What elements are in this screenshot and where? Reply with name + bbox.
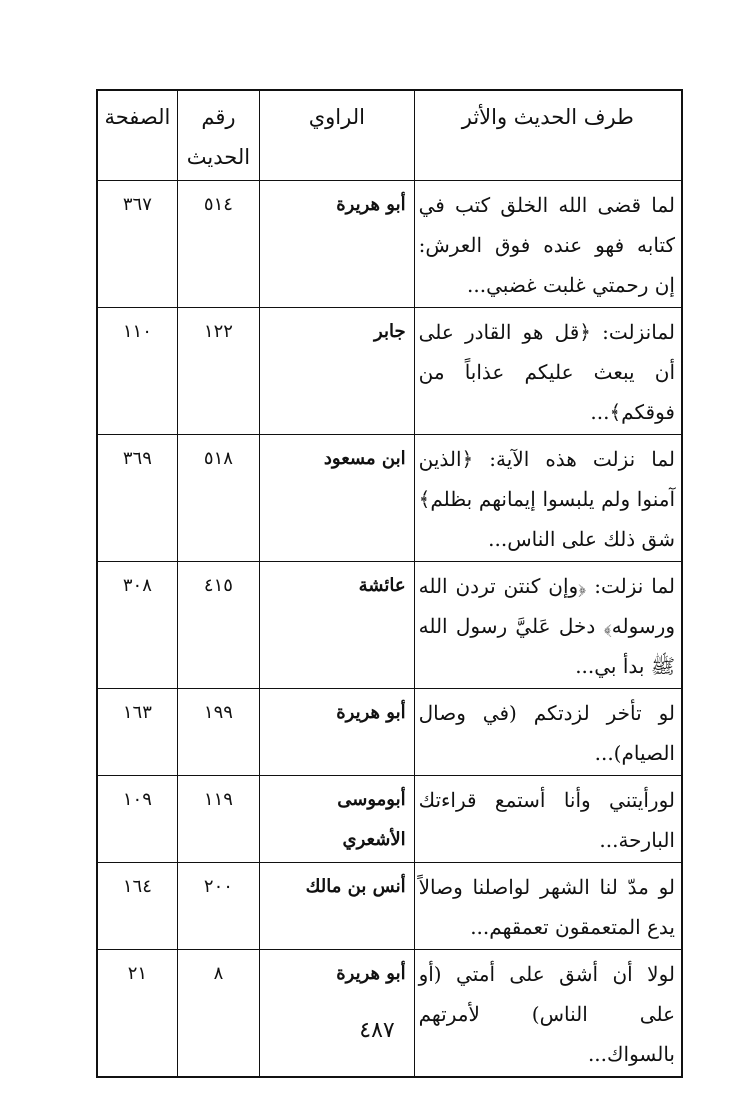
page-ref: ٣٦٩ <box>97 435 177 562</box>
page-ref: ٣٦٧ <box>97 181 177 308</box>
hadith-text: لورأيتني وأنا أستمع قراءتك البارحة... <box>414 776 682 863</box>
hadith-text: لما نزلت هذه الآية: ﴿الذين آمنوا ولم يلبسوا إيمانهم بظلم﴾ شق ذلك على الناس... <box>414 435 682 562</box>
page-ref: ٢١ <box>97 950 177 1078</box>
hadith-number: ٤١٥ <box>177 562 259 689</box>
page-ref: ١٠٩ <box>97 776 177 863</box>
page-ref: ١٦٣ <box>97 689 177 776</box>
hadith-number: ١٩٩ <box>177 689 259 776</box>
narrator: عائشة <box>260 562 415 689</box>
hadith-number: ١٢٢ <box>177 308 259 435</box>
narrator: أبو هريرة <box>260 950 415 1078</box>
header-number: رقم الحديث <box>177 90 259 181</box>
hadith-text: لما نزلت: ﴿وإن كنتن تردن الله ورسوله﴾ دخل عَليَّ رسول الله ﷺ بدأ بي... <box>414 562 682 689</box>
narrator: جابر <box>260 308 415 435</box>
table-row <box>97 950 682 1078</box>
table-row <box>97 689 682 776</box>
table-header-row <box>97 90 682 181</box>
hadith-number: ٥١٤ <box>177 181 259 308</box>
narrator: أبوموسى الأشعري <box>260 776 415 863</box>
narrator: ابن مسعود <box>260 435 415 562</box>
page-number: ٤٨٧ <box>359 1018 395 1043</box>
table-row <box>97 181 682 308</box>
hadith-number: ٨ <box>177 950 259 1078</box>
hadith-text: لو تأخر لزدتكم (في وصال الصيام)... <box>414 689 682 776</box>
page-ref: ٣٠٨ <box>97 562 177 689</box>
table-row <box>97 435 682 562</box>
narrator: أبو هريرة <box>260 689 415 776</box>
page-ref: ١٦٤ <box>97 863 177 950</box>
table-row <box>97 562 682 689</box>
hadith-number: ١١٩ <box>177 776 259 863</box>
hadith-index-table <box>96 89 683 1078</box>
page-ref: ١١٠ <box>97 308 177 435</box>
table-row <box>97 308 682 435</box>
narrator: أبو هريرة <box>260 181 415 308</box>
hadith-text: لما قضى الله الخلق كتب في كتابه فهو عنده فوق العرش: إن رحمتي غلبت غضبي... <box>414 181 682 308</box>
header-text: طرف الحديث والأثر <box>414 90 682 181</box>
narrator: أنس بن مالك <box>260 863 415 950</box>
hadith-number: ٢٠٠ <box>177 863 259 950</box>
table-row <box>97 863 682 950</box>
table-row <box>97 776 682 863</box>
hadith-text: لمانزلت: ﴿قل هو القادر على أن يبعث عليكم عذاباً من فوقكم﴾... <box>414 308 682 435</box>
hadith-text: لولا أن أشق على أمتي (أو على الناس) لأمرتهم بالسواك... <box>414 950 682 1078</box>
header-narrator: الراوي <box>260 90 415 181</box>
hadith-text: لو مدّ لنا الشهر لواصلنا وصالاً يدع المتعمقون تعمقهم... <box>414 863 682 950</box>
hadith-number: ٥١٨ <box>177 435 259 562</box>
header-page: الصفحة <box>97 90 177 181</box>
